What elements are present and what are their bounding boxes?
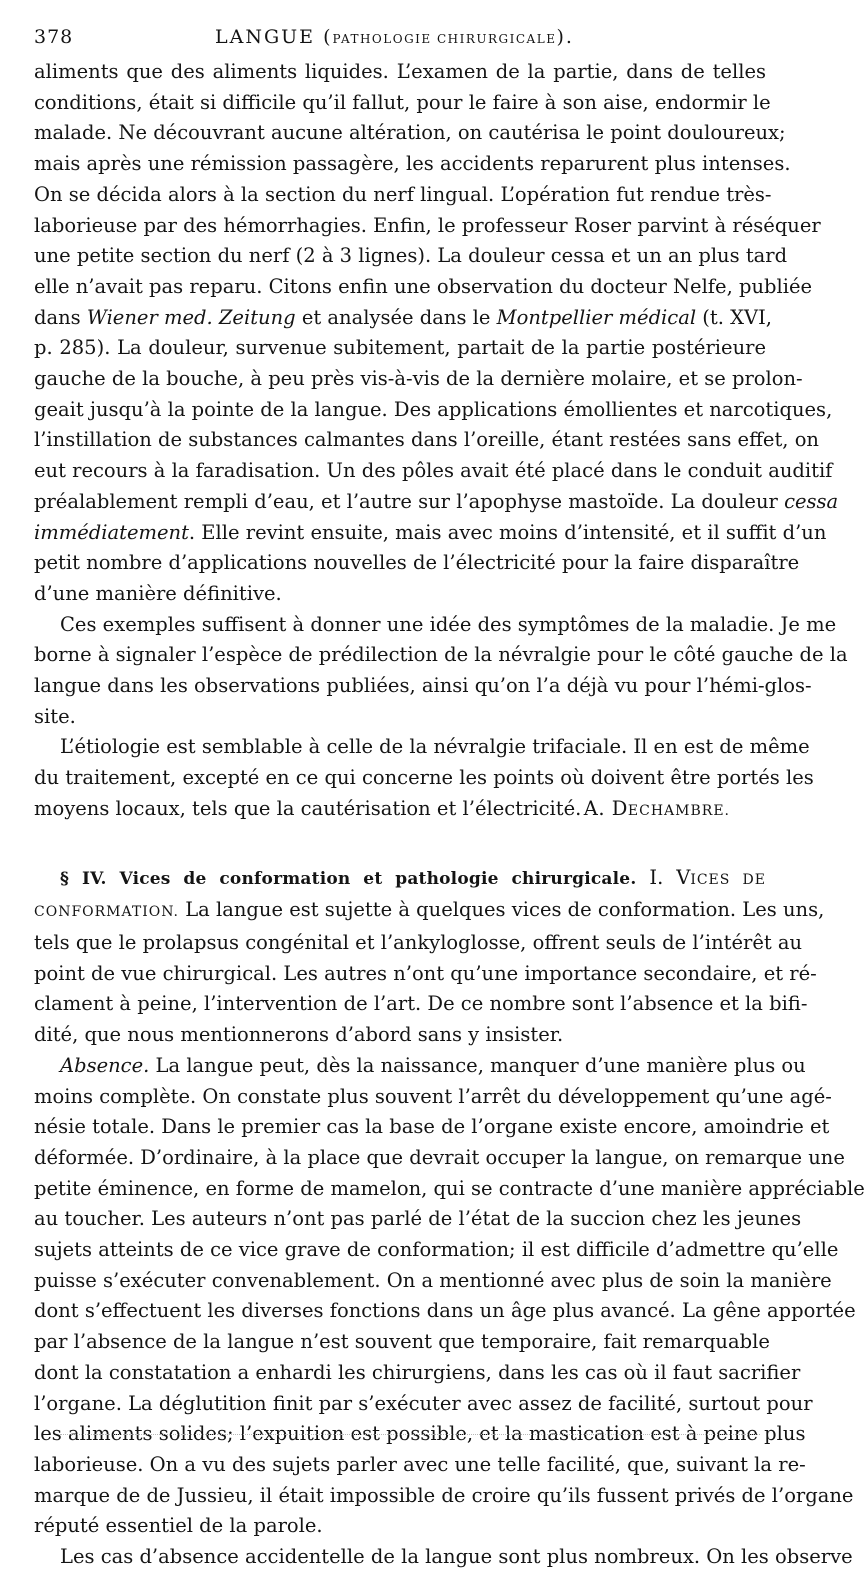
text-line: réputé essentiel de la parole. (34, 1514, 323, 1538)
text-line: Ces exemples suffisent à donner une idée des symptômes de la maladie. Je me (60, 612, 837, 636)
text-line: malade. Ne découvrant aucune altération, on cautérisa le point douloureux; (34, 121, 786, 145)
text-line: L’étiologie est semblable à celle de la névralgie trifaciale. Il en est de même (60, 735, 810, 759)
paragraph-absence (34, 1051, 865, 1542)
text-line: par l’absence de la langue n’est souvent que temporaire, fait remarquable (34, 1330, 770, 1354)
text-line: clament à peine, l’intervention de l’art. De ce nombre sont l’absence et la bifi- (34, 992, 808, 1016)
text-line: puisse s’exécuter convenablement. On a mentionné avec plus de soin la manière (34, 1268, 832, 1292)
text-line: laborieuse. On a vu des sujets parler avec une telle facilité, que, suivant la re- (34, 1452, 806, 1476)
paragraph-etiology-lines (34, 732, 814, 793)
text-line: conditions, était si difficile qu’il fallut, pour le faire à son aise, endormir le (34, 90, 771, 114)
text-line: immédiatement. Elle revint ensuite, mais avec moins d’intensité, et il suffit d’un (34, 520, 827, 544)
running-header (34, 22, 774, 52)
running-title-end: ). (556, 26, 574, 48)
text-line: p. 285). La douleur, survenue subitement, partait de la partie postérieure (34, 336, 766, 360)
section-spacer (34, 827, 766, 863)
text-line: eut recours à la faradisation. Un des pôles avait été placé dans le conduit auditif (34, 459, 833, 483)
text-line: dité, que nous mentionnerons d’abord sans y insister. (34, 1023, 564, 1047)
text-line: Les cas d’absence accidentelle de la langue sont plus nombreux. On les observe (60, 1545, 853, 1569)
text-line: aliments que des aliments liquides. L’examen de la partie, dans de telles (34, 60, 766, 83)
running-title (215, 22, 574, 54)
text-line: moins complète. On constate plus souvent l’arrêt du développement qu’une agé- (34, 1084, 832, 1108)
paragraph-etiology (34, 732, 814, 826)
text-line: borne à signaler l’espèce de prédilection de la névralgie pour le côté gauche de la (34, 643, 848, 667)
section-heading: § IV. Vices de conformation et pathologie chirurgicale. I. VICES DE (60, 865, 766, 889)
paragraph-continued (34, 57, 839, 610)
text-line: préalablement rempli d’eau, et l’autre sur l’apophyse mastoïde. La douleur cessa (34, 489, 839, 513)
text-line: déformée. D’ordinaire, à la place que devrait occuper la langue, on remarque une (34, 1145, 845, 1169)
text-line: tels que le prolapsus congénital et l’ankyloglosse, offrent seuls de l’intérêt au (34, 930, 803, 954)
text-line: point de vue chirurgical. Les autres n’ont qu’une importance secondaire, et ré- (34, 961, 817, 985)
text-line: d’une manière définitive. (34, 581, 282, 605)
section-heading-block (34, 863, 825, 1051)
text-line: marque de de Jussieu, il était impossible de croire qu’ils fussent privés de l’organe (34, 1483, 854, 1507)
text-line: dont s’effectuent les diverses fonctions dans un âge plus avancé. La gêne apportée (34, 1299, 856, 1323)
text-line: langue dans les observations publiées, ainsi qu’on l’a déjà vu pour l’hémi-glos- (34, 674, 812, 698)
section-lines (34, 928, 817, 1051)
running-title-main: LANGUE ( (215, 26, 333, 48)
paragraph-examples (34, 610, 848, 733)
text-line: On se décida alors à la section du nerf lingual. L’opération fut rendue très- (34, 182, 772, 206)
text-line: l’instillation de substances calmantes dans l’oreille, étant restées sans effet, on (34, 428, 819, 452)
text-line: l’organe. La déglutition finit par s’exécuter avec assez de facilité, surtout pour (34, 1391, 813, 1415)
text-line: dont la constatation a enhardi les chirurgiens, dans les cas où il faut sacrifier (34, 1360, 801, 1384)
text-line: mais après une rémission passagère, les accidents reparurent plus intenses. (34, 152, 791, 176)
paragraph-accidental (34, 1542, 853, 1573)
text-line: dans Wiener med. Zeitung et analysée dans le Montpellier médical (t. XVI, (34, 305, 772, 329)
text-line: petit nombre d’applications nouvelles de l’électricité pour la faire disparaître (34, 551, 800, 575)
text-line: elle n’avait pas reparu. Citons enfin une observation du docteur Nelfe, publiée (34, 274, 813, 298)
text-line: sujets atteints de ce vice grave de conformation; il est difficile d’admettre qu’elle (34, 1238, 839, 1262)
running-title-subtitle: PATHOLOGIE CHIRURGICALE (332, 32, 557, 46)
text-line: petite éminence, en forme de mamelon, qui se contracte d’une manière appréciable (34, 1176, 865, 1200)
etiology-last-line: moyens locaux, tels que la cautérisation et l’électricité. (34, 796, 582, 820)
text-line: geait jusqu’à la pointe de la langue. Des applications émollientes et narcotiques, (34, 397, 833, 421)
text-line: les aliments solides; l’expuition est possible, et la mastication est à peine plus (34, 1422, 806, 1446)
author-signature: A. DECHAMBRE. (583, 796, 730, 820)
section-first-line: CONFORMATION. La langue est sujette à quelques vices de conformation. Les uns, (34, 898, 825, 922)
text-line: gauche de la bouche, à peu près vis-à-vis de la dernière molaire, et se prolon- (34, 367, 803, 391)
page-number: 378 (34, 26, 74, 48)
text-line: au toucher. Les auteurs n’ont pas parlé de l’état de la succion chez les jeunes (34, 1207, 802, 1231)
text-line: Absence. La langue peut, dès la naissance, manquer d’une manière plus ou (60, 1053, 806, 1077)
body-text (34, 57, 865, 1573)
text-line: nésie totale. Dans le premier cas la base de l’organe existe encore, amoindrie et (34, 1115, 830, 1139)
text-line: une petite section du nerf (2 à 3 lignes). La douleur cessa et un an plus tard (34, 244, 788, 268)
footer-rule (60, 1434, 760, 1435)
text-line: laborieuse par des hémorrhagies. Enfin, le professeur Roser parvint à réséquer (34, 213, 821, 237)
signature-line (34, 794, 766, 827)
text-line: site. (34, 704, 76, 728)
text-line: du traitement, excepté en ce qui concerne les points où doivent être portés les (34, 766, 814, 790)
